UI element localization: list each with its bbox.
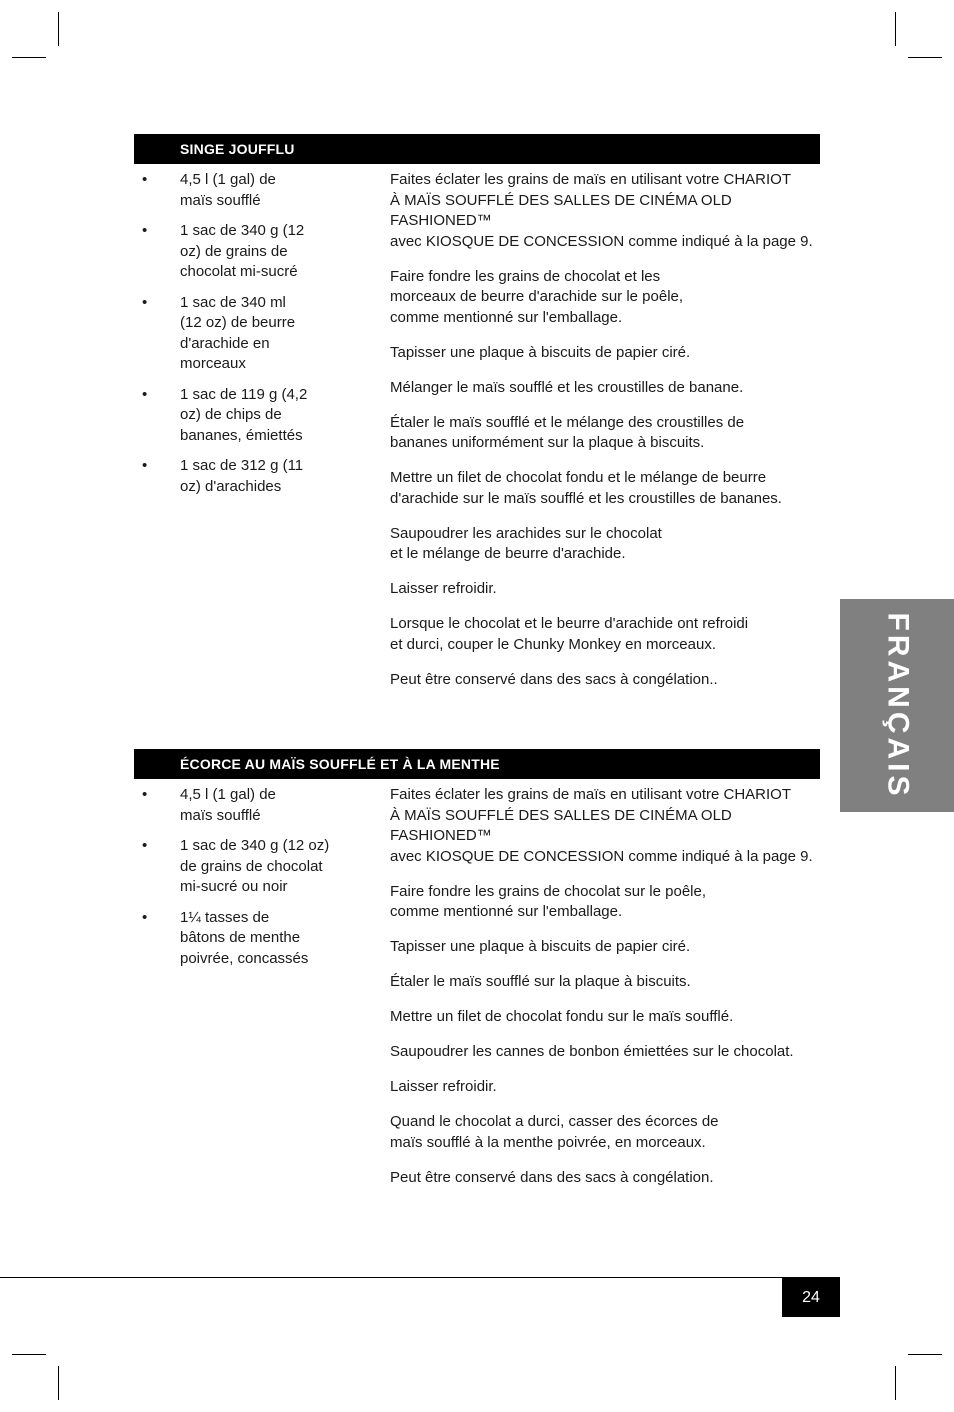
bullet-icon: • bbox=[142, 837, 148, 854]
instruction-step: Peut être conservé dans des sacs à congélation.. bbox=[390, 670, 718, 688]
bullet-icon: • bbox=[142, 293, 148, 311]
crop-mark bbox=[908, 57, 942, 58]
instruction-step: Lorsque le chocolat et le beurre d'arachide ont refroidi et durci, couper le Chunky Monkey en morceaux. bbox=[390, 615, 749, 653]
instruction-step: Faites éclater les grains de maïs en utilisant votre CHARIOT À MAÏS SOUFFLÉ DES SALLES DE CINÉMA OLD FASHIONED™ avec KIOSQUE DE CONCESSION comme indiqué à la page 9. bbox=[390, 171, 813, 250]
instruction-step: Faites éclater les grains de maïs en utilisant votre CHARIOT À MAÏS SOUFFLÉ DES SALLES DE CINÉMA OLD FASHIONED™ avec KIOSQUE DE CONCESSION comme indiqué à la page 9. bbox=[390, 786, 813, 865]
instruction-step: Quand le chocolat a durci, casser des écorces de maïs soufflé à la menthe poivrée, en morceaux. bbox=[390, 1113, 719, 1151]
recipe-title-bar bbox=[134, 134, 820, 164]
ingredient-item: • 1 sac de 340 ml (12 oz) de beurre d'arachide en morceaux bbox=[142, 293, 296, 372]
crop-mark bbox=[12, 1354, 46, 1355]
page-number-label: 24 bbox=[802, 1288, 820, 1306]
instruction-step: Saupoudrer les cannes de bonbon émiettées sur le chocolat. bbox=[390, 1043, 794, 1060]
instruction-step: Peut être conservé dans des sacs à congélation. bbox=[390, 1168, 714, 1186]
instruction-step: Étaler le maïs soufflé et le mélange des croustilles de bananes uniformément sur la plaque à biscuits. bbox=[390, 413, 745, 451]
bullet-icon: • bbox=[142, 385, 148, 403]
recipe-title-bar bbox=[134, 749, 820, 779]
ingredient-list bbox=[134, 170, 334, 507]
ingredient-item: • 1 sac de 340 g (12 oz) de grains de chocolat mi-sucré bbox=[142, 222, 305, 280]
instruction-step: Mélanger le maïs soufflé et les croustilles de banane. bbox=[390, 378, 744, 396]
ingredient-item: • 1 sac de 312 g (11 oz) d'arachides bbox=[142, 457, 304, 495]
ingredient-item: • 4,5 l (1 gal) de maïs soufflé bbox=[142, 786, 276, 824]
recipe-title: ÉCORCE AU MAÏS SOUFFLÉ ET À LA MENTHE bbox=[180, 756, 500, 772]
recipe-singe-joufflu bbox=[134, 134, 820, 688]
bullet-icon: • bbox=[142, 457, 148, 474]
language-tab bbox=[840, 599, 954, 812]
instruction-step: Laisser refroidir. bbox=[390, 580, 497, 597]
instruction-list bbox=[390, 785, 820, 1203]
instruction-step: Faire fondre les grains de chocolat sur le poêle, comme mentionné sur l'emballage. bbox=[390, 882, 707, 920]
crop-mark bbox=[908, 1354, 942, 1355]
bullet-icon: • bbox=[142, 222, 148, 239]
ingredient-list bbox=[134, 785, 334, 979]
instruction-step: Mettre un filet de chocolat fondu et le mélange de beurre d'arachide sur le maïs soufflé et les croustilles de bananes. bbox=[390, 469, 782, 507]
ingredient-item: • 1¼ tasses de bâtons de menthe poivrée, concassés bbox=[142, 908, 309, 967]
instruction-step: Faire fondre les grains de chocolat et les morceaux de beurre d'arachide sur le poêle, comme mentionné sur l'emballage. bbox=[390, 267, 684, 326]
instruction-step: Tapisser une plaque à biscuits de papier ciré. bbox=[390, 343, 691, 361]
instruction-step: Laisser refroidir. bbox=[390, 1078, 497, 1095]
footer-rule bbox=[0, 1277, 840, 1278]
instruction-step: Étaler le maïs soufflé sur la plaque à biscuits. bbox=[390, 973, 691, 990]
crop-mark bbox=[58, 12, 59, 46]
instruction-step: Mettre un filet de chocolat fondu sur le maïs soufflé. bbox=[390, 1008, 734, 1025]
instruction-step: Tapisser une plaque à biscuits de papier ciré. bbox=[390, 938, 691, 955]
instruction-list bbox=[390, 170, 820, 705]
crop-mark bbox=[12, 57, 46, 58]
recipe-title: SINGE JOUFFLU bbox=[180, 141, 295, 157]
language-tab-label: FRANÇAIS bbox=[881, 612, 914, 799]
crop-mark bbox=[895, 12, 896, 46]
bullet-icon: • bbox=[142, 786, 148, 803]
crop-mark bbox=[895, 1366, 896, 1400]
crop-mark bbox=[58, 1366, 59, 1400]
ingredient-item: • 4,5 l (1 gal) de maïs soufflé bbox=[142, 171, 276, 209]
recipe-ecorce-menthe bbox=[134, 749, 820, 1186]
bullet-icon: • bbox=[142, 908, 148, 926]
page-number bbox=[782, 1278, 840, 1317]
ingredient-item: • 1 sac de 340 g (12 oz) de grains de chocolat mi-sucré ou noir bbox=[142, 837, 330, 895]
ingredient-item: • 1 sac de 119 g (4,2 oz) de chips de bananes, émiettés bbox=[142, 385, 308, 444]
bullet-icon: • bbox=[142, 171, 148, 188]
instruction-step: Saupoudrer les arachides sur le chocolat et le mélange de beurre d'arachide. bbox=[390, 524, 662, 562]
